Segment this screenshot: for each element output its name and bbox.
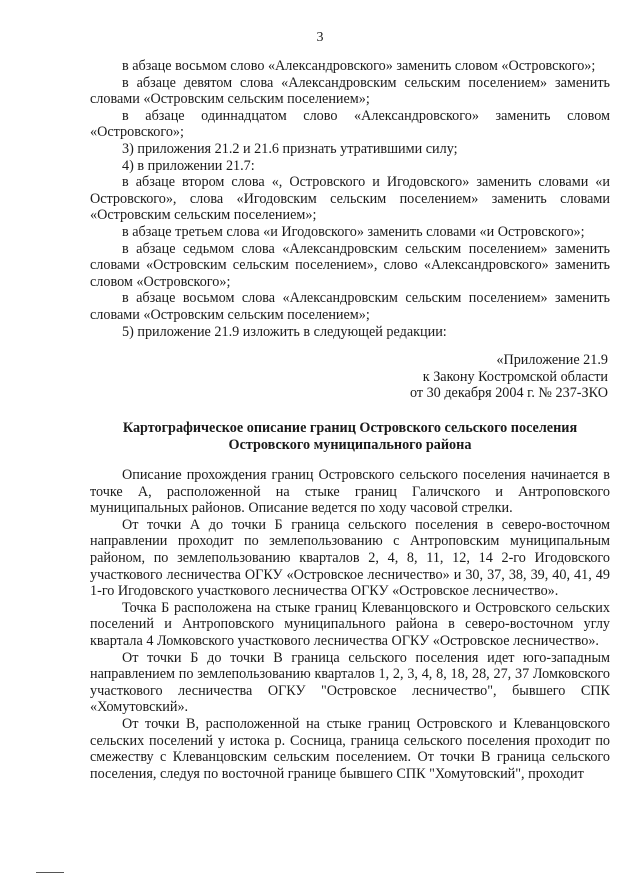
- list-paragraph: в абзаце третьем слова «и Игодовского» заменить словами «и Островского»;: [122, 223, 585, 240]
- description-paragraph: Точка Б расположена на стыке границ Клеванцовского и Островского сельских поселений и Антроповского муниципального района в северо-восточном углу квартала 4 Ломковского участкового лесничества ОГКУ «Островское лесничество».: [90, 599, 610, 649]
- list-paragraph: 3) приложения 21.2 и 21.6 признать утратившими силу;: [122, 140, 458, 157]
- list-paragraph: в абзаце втором слова «, Островского и Игодовского» заменить словами «и Островского», слова «Игодовским сельским поселением» заменить словами «Островским сельским поселением»;: [90, 174, 610, 224]
- amendment-list: [90, 58, 610, 340]
- footer-divider: [36, 872, 64, 873]
- list-paragraph: в абзаце восьмом слова «Александровским сельским поселением» заменить словами «Островским сельским поселением»;: [90, 290, 610, 323]
- attachment-line: «Приложение 21.9: [496, 352, 608, 368]
- section-heading: [90, 420, 610, 453]
- list-paragraph: в абзаце одиннадцатом слово «Александровского» заменить словом «Островского»;: [90, 107, 610, 141]
- list-paragraph: в абзаце восьмом слово «Александровского» заменить словом «Островского»;: [122, 58, 596, 74]
- list-paragraph: 4) в приложении 21.7:: [122, 157, 255, 174]
- attachment-line: к Закону Костромской области: [422, 368, 608, 385]
- description-paragraph: От точки А до точки Б граница сельского поселения в северо-восточном направлении проходит по землепользованию с Антроповским муниципальным районом, по землепользованию кварталов 2, 4, 8, 11, 12, 14 2-го Игодовского участкового лесничества ОГКУ «Островское лесничество» и 30, 37, 38, 39, 40, 41, 49 1-го Игодовского участкового лесничества ОГКУ «Островское лесничество».: [90, 516, 610, 600]
- description-paragraph: От точки Б до точки В граница сельского поселения идет юго-западным направлением по землепользованию кварталов 1, 2, 3, 4, 8, 18, 28, 27, 37 Ломковского участкового лесничества ОГКУ "Островское лесничество", бывшего СПК «Хомутовский».: [90, 649, 610, 716]
- list-paragraph: в абзаце девятом слова «Александровским сельским поселением» заменить словами «Островским сельским поселением»;: [90, 74, 610, 108]
- description-paragraph: От точки В, расположенной на стыке границ Островского и Клеванцовского сельских поселений у истока р. Сосница, граница сельского поселения проходит по смежеству с Клеванцовским сельским поселением. От точки В граница сельского поселения, следуя по восточной границе бывшего СПК "Хомутовский", проходит: [90, 715, 610, 782]
- list-paragraph: 5) приложение 21.9 изложить в следующей редакции:: [122, 323, 447, 340]
- description-paragraph: Описание прохождения границ Островского сельского поселения начинается в точке А, расположенной на стыке границ Галичского и Антроповского муниципальных районов. Описание ведется по ходу часовой стрелки.: [90, 467, 610, 517]
- list-paragraph: в абзаце седьмом слова «Александровским сельским поселением» заменить словами «Островским сельским поселением», слово «Александровского» заменить словом «Островского»;: [90, 240, 610, 290]
- attachment-line: от 30 декабря 2004 г. № 237-ЗКО: [409, 385, 608, 402]
- attachment-reference: [410, 352, 608, 402]
- boundary-description: [90, 467, 610, 782]
- heading-line: Картографическое описание границ Островского сельского поселения: [122, 420, 578, 436]
- heading-line: Островского муниципального района: [228, 436, 472, 453]
- page-number: 3: [316, 30, 324, 45]
